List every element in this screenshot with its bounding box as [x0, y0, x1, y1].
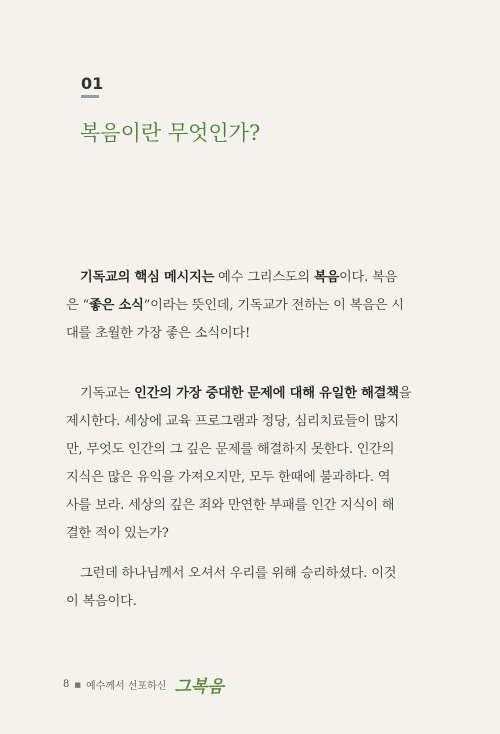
chapter-rule: [81, 95, 99, 98]
paragraph-line: 이 복음이다.: [66, 594, 137, 609]
text-run: 이다. 복음: [339, 270, 398, 285]
paragraph-3: [66, 560, 426, 616]
bold-phrase: 좋은 소식: [89, 298, 144, 313]
text-run: ”이라는 뜻인데, 기독교가 전하는 이 복음은 시: [143, 298, 404, 313]
text-run: 기독교는: [80, 386, 135, 401]
chapter-title: 복음이란 무엇인가?: [80, 121, 261, 145]
chapter-number: 01: [81, 74, 104, 93]
bold-phrase: 복음: [313, 270, 340, 285]
bold-phrase: 기독교의 핵심 메시지는: [80, 270, 215, 285]
paragraph-line: 결한 적이 있는가?: [66, 526, 169, 541]
text-run: 예수 그리스도의: [214, 270, 314, 285]
paragraph-line: [66, 380, 426, 408]
bold-phrase: 인간의 가장 중대한 문제에 대해 유일한 해결책: [134, 386, 399, 401]
book-title: 예수께서 선포하신: [86, 681, 167, 692]
paragraph-line: 지식은 많은 유익을 가져오지만, 모두 한때에 불과하다. 역: [66, 470, 391, 485]
footer-separator: ■: [74, 680, 81, 689]
paragraph-line: 제시한다. 세상에 교육 프로그램과 정당, 심리치료들이 많지: [66, 414, 399, 429]
paragraph-line: 만, 무엇도 인간의 그 깊은 문제를 해결하지 못한다. 인간의: [66, 442, 395, 457]
text-run: 은 “: [66, 298, 90, 313]
paragraph-line: 사를 보라. 세상의 깊은 죄와 만연한 부패를 인간 지식이 해: [66, 498, 395, 513]
text-run: 을: [398, 386, 412, 401]
page-footer: [63, 672, 224, 697]
paragraph-1: [66, 264, 426, 348]
paragraph-line: [66, 264, 426, 292]
paragraph-line: [66, 292, 426, 320]
paragraph-line: 대를 초월한 가장 좋은 소식이다!: [66, 326, 251, 341]
paragraph-line: 그런데 하나님께서 오셔서 우리를 위해 승리하셨다. 이것: [80, 566, 397, 581]
page-number: 8: [63, 679, 70, 690]
paragraph-2: [66, 380, 426, 548]
book-logo: 그복음: [174, 677, 224, 697]
